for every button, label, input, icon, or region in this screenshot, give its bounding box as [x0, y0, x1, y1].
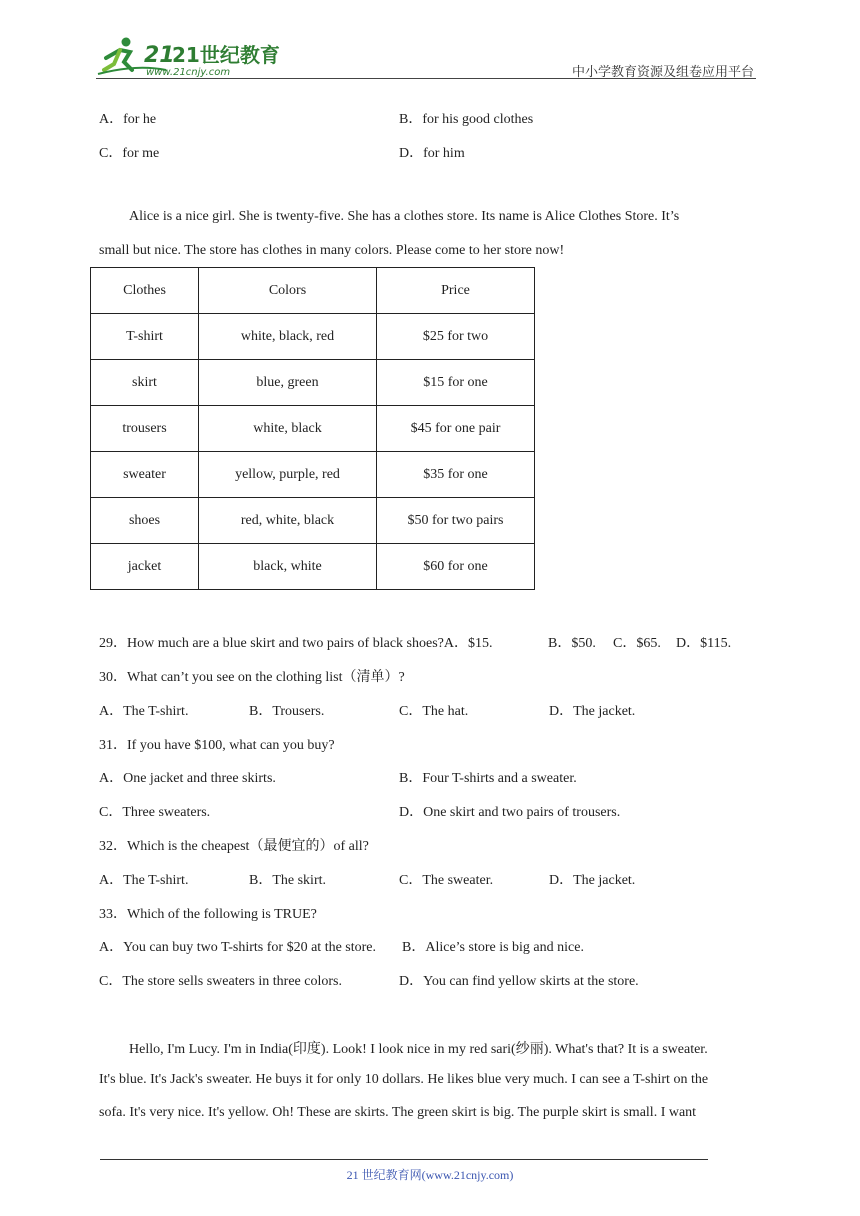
- option-a: A．The T-shirt.: [99, 704, 189, 719]
- table-header-cell: Price: [377, 268, 535, 314]
- table-cell: blue, green: [199, 360, 377, 406]
- runner-logo-icon: [96, 36, 280, 80]
- table-cell: $25 for two: [377, 314, 535, 360]
- table-cell: $15 for one: [377, 360, 535, 406]
- table-row: [91, 360, 535, 406]
- table-cell: jacket: [91, 544, 199, 590]
- option-b: B．for his good clothes: [399, 112, 534, 127]
- option-d: D．The jacket.: [549, 704, 636, 719]
- question-33-stem: 33．Which of the following is TRUE?: [99, 907, 317, 922]
- option-d: D．One skirt and two pairs of trousers.: [399, 805, 621, 820]
- option-c: C．for me: [99, 146, 160, 161]
- table-header-cell: Clothes: [91, 268, 199, 314]
- option-a: A．One jacket and three skirts.: [99, 771, 276, 786]
- option-b: B．Alice’s store is big and nice.: [402, 940, 584, 955]
- platform-title: 中小学教育资源及组卷应用平台: [571, 64, 754, 79]
- table-cell: skirt: [91, 360, 199, 406]
- option-d: D．for him: [399, 146, 465, 161]
- option-c: C．$65.: [613, 636, 661, 651]
- table-cell: sweater: [91, 452, 199, 498]
- table-cell: $45 for one pair: [377, 406, 535, 452]
- table-cell: white, black, red: [199, 314, 377, 360]
- passage1-line: small but nice. The store has clothes in many colors. Please come to her store now!: [99, 243, 565, 258]
- question-31-stem: 31．If you have $100, what can you buy?: [99, 738, 335, 753]
- question-32-stem: 32．Which is the cheapest（最便宜的）of all?: [99, 839, 369, 854]
- table-header-row: [91, 268, 535, 314]
- table-row: [91, 452, 535, 498]
- table-cell: yellow, purple, red: [199, 452, 377, 498]
- option-a: A．for he: [99, 112, 157, 127]
- table-cell: $60 for one: [377, 544, 535, 590]
- footer-divider: [100, 1159, 708, 1160]
- logo-text: 21世纪教育: [172, 43, 280, 67]
- table-cell: black, white: [199, 544, 377, 590]
- table-row: [91, 314, 535, 360]
- passage2-line: sofa. It's very nice. It's yellow. Oh! These are skirts. The green skirt is big. The purple skirt is small. I want: [99, 1105, 697, 1120]
- option-b: B．Trousers.: [249, 704, 325, 719]
- table-header-cell: Colors: [199, 268, 377, 314]
- clothes-price-table: [90, 267, 535, 590]
- option-d: D．The jacket.: [549, 873, 636, 888]
- table-row: [91, 406, 535, 452]
- option-c: C．The sweater.: [399, 873, 494, 888]
- option-a: A．You can buy two T-shirts for $20 at the store.: [99, 940, 377, 955]
- table-cell: $50 for two pairs: [377, 498, 535, 544]
- option-d: D．You can find yellow skirts at the store.: [399, 974, 639, 989]
- header-divider: [96, 78, 756, 79]
- table-cell: trousers: [91, 406, 199, 452]
- svg-text:21: 21: [144, 43, 175, 68]
- table-cell: T-shirt: [91, 314, 199, 360]
- option-c: C．The store sells sweaters in three colors.: [99, 974, 342, 989]
- table-cell: red, white, black: [199, 498, 377, 544]
- footer-link[interactable]: 21 世纪教育网(www.21cnjy.com): [346, 1168, 514, 1182]
- passage2-line: Hello, I'm Lucy. I'm in India(印度). Look! I look nice in my red sari(纱丽). What's that? It is a sweater.: [129, 1042, 708, 1057]
- option-c: C．Three sweaters.: [99, 805, 211, 820]
- passage2-line: It's blue. It's Jack's sweater. He buys it for only 10 dollars. He likes blue very much. I can see a T-shirt on the: [99, 1072, 709, 1087]
- table-cell: white, black: [199, 406, 377, 452]
- option-b: B．$50.: [548, 636, 596, 651]
- logo-url: www.21cnjy.com: [146, 67, 231, 78]
- question-30-stem: 30．What can’t you see on the clothing list（清单）?: [99, 670, 405, 685]
- question-29-stem: 29．How much are a blue skirt and two pairs of black shoes?A．$15.: [99, 636, 493, 651]
- option-b: B．Four T-shirts and a sweater.: [399, 771, 577, 786]
- option-d: D．$115.: [676, 636, 732, 651]
- table-cell: shoes: [91, 498, 199, 544]
- option-a: A．The T-shirt.: [99, 873, 189, 888]
- passage1-line: Alice is a nice girl. She is twenty-five. She has a clothes store. Its name is Alice Clothes Store. It’s: [129, 209, 680, 224]
- site-logo: [96, 36, 280, 80]
- table-cell: $35 for one: [377, 452, 535, 498]
- option-c: C．The hat.: [399, 704, 469, 719]
- option-b: B．The skirt.: [249, 873, 326, 888]
- table-row: [91, 544, 535, 590]
- table-row: [91, 498, 535, 544]
